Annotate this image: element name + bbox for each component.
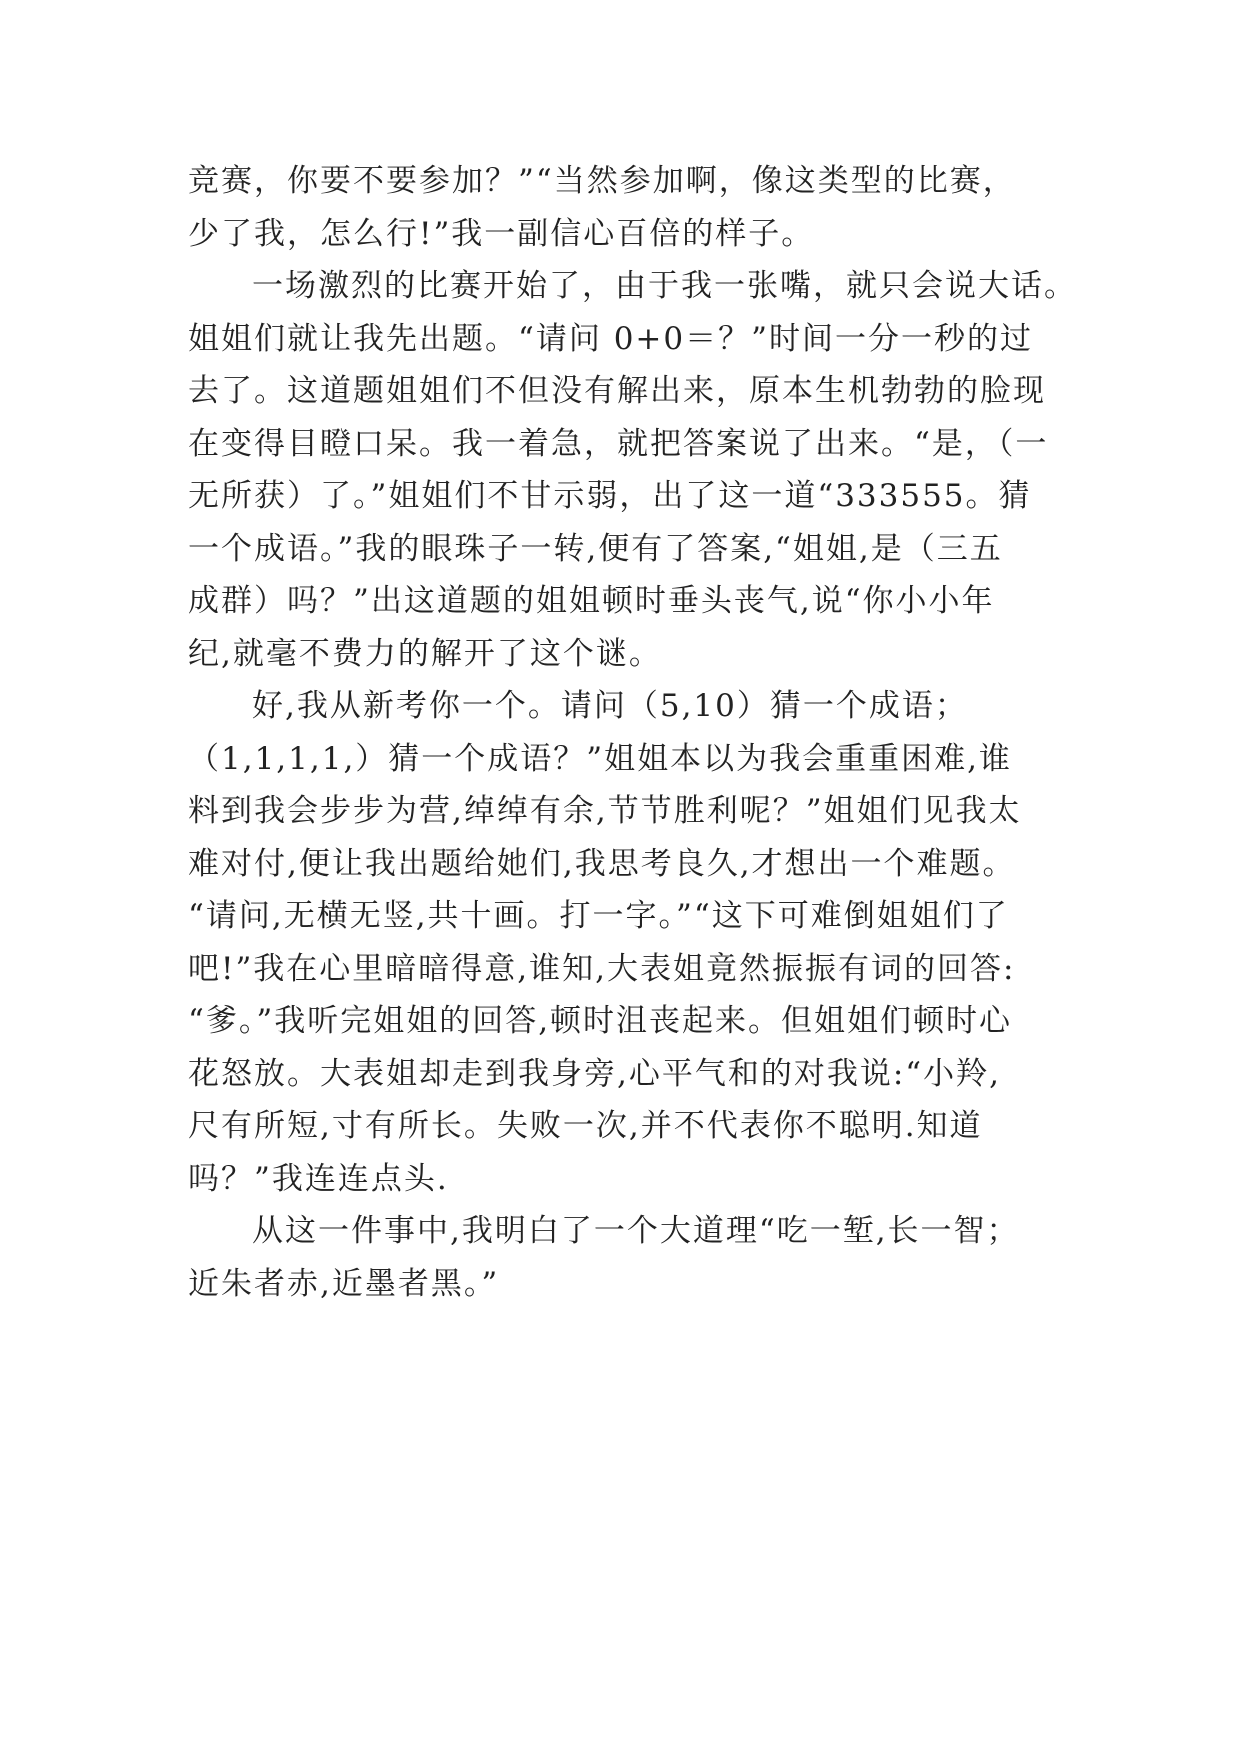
- text-line: 从这一件事中,我明白了一个大道理“吃一堑,长一智；: [252, 1213, 1020, 1249]
- text-line: 姐姐们就让我先出题。“请问 0+0＝？”时间一分一秒的过: [188, 320, 1033, 357]
- text-line: 无所获）了。”姐姐们不甘示弱，出了这一道“333555。猜: [188, 478, 1032, 514]
- text-line: “请问,无横无竖,共十画。打一字。”“这下可难倒姐姐们了: [188, 898, 1009, 934]
- text-line: 在变得目瞪口呆。我一着急，就把答案说了出来。“是，（一: [188, 425, 1049, 462]
- text-line: （1,1,1,1,）猜一个成语？”姐姐本以为我会重重困难,谁: [188, 740, 1013, 777]
- text-line: 吗？”我连连点头.: [188, 1160, 449, 1197]
- text-line: 一场激烈的比赛开始了，由于我一张嘴，就只会说大话。: [252, 268, 1077, 304]
- text-line: 竞赛，你要不要参加？”“当然参加啊，像这类型的比赛，: [188, 163, 1016, 199]
- text-line: 难对付,便让我出题给她们,我思考良久,才想出一个难题。: [188, 845, 1016, 882]
- text-line: 一个成语。”我的眼珠子一转,便有了答案,“姐姐,是（三五: [188, 530, 1003, 567]
- text-line: 少了我，怎么行!”我一副信心百倍的样子。: [188, 215, 815, 252]
- story-text: [188, 155, 1088, 1310]
- text-line: 去了。这道题姐姐们不但没有解出来，原本生机勃勃的脸现: [188, 373, 1046, 409]
- text-line: 料到我会步步为营,绰绰有余,节节胜利呢？”姐姐们见我太: [188, 793, 1022, 829]
- text-line: 吧!”我在心里暗暗得意,谁知,大表姐竟然振振有词的回答:: [188, 950, 1016, 987]
- text-line: 好,我从新考你一个。请问（5,10）猜一个成语；: [252, 688, 968, 724]
- text-line: 纪,就毫不费力的解开了这个谜。: [188, 635, 662, 672]
- text-line: 近朱者赤,近墨者黑。”: [188, 1265, 500, 1302]
- text-line: 成群）吗？”出这道题的姐姐顿时垂头丧气,说“你小小年: [188, 583, 995, 619]
- text-line: 花怒放。大表姐却走到我身旁,心平气和的对我说:“小羚,: [188, 1055, 1001, 1092]
- text-line: 尺有所短,寸有所长。失败一次,并不代表你不聪明.知道: [188, 1108, 983, 1144]
- text-line: “爹。”我听完姐姐的回答,顿时沮丧起来。但姐姐们顿时心: [188, 1003, 1013, 1039]
